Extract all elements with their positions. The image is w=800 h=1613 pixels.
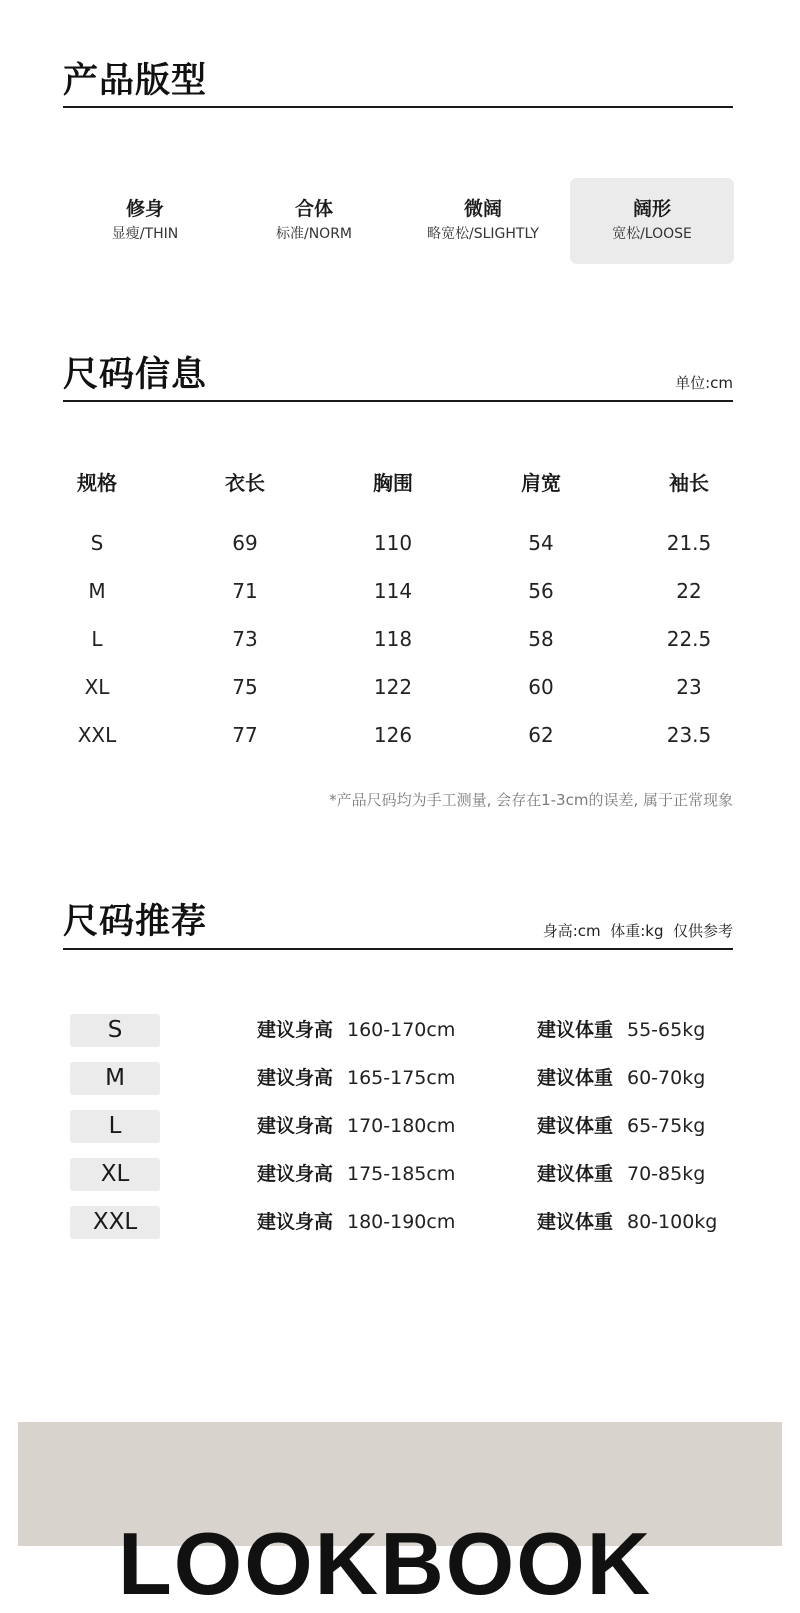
size-badge: XL <box>70 1158 160 1191</box>
table-row <box>63 526 733 574</box>
table-cell: 60 <box>528 675 554 699</box>
table-cell: 23.5 <box>666 723 712 747</box>
lookbook-banner <box>18 1422 782 1613</box>
weight-label: 建议体重 <box>537 1115 614 1137</box>
table-cell: 77 <box>232 723 258 747</box>
fit-option-norm[interactable] <box>232 178 396 264</box>
table-row <box>63 670 733 718</box>
table-cell: S <box>90 531 104 555</box>
fit-option-subtitle: 略宽松/SLIGHTLY <box>427 226 539 242</box>
table-cell: 54 <box>528 531 554 555</box>
table-cell: L <box>91 627 103 651</box>
size-info-unit: 单位:cm <box>675 374 733 392</box>
fit-selector <box>63 178 733 264</box>
weight-label: 建议体重 <box>537 1067 614 1089</box>
size-info-section-divider <box>63 400 733 402</box>
height-value: 180-190cm <box>347 1211 456 1233</box>
measurement-disclaimer: *产品尺码均为手工测量, 会存在1-3cm的误差, 属于正常现象 <box>329 791 733 809</box>
fit-option-name: 阔形 <box>632 198 671 220</box>
height-label: 建议身高 <box>257 1211 334 1233</box>
fit-option-subtitle: 宽松/LOOSE <box>612 226 692 242</box>
table-cell: 71 <box>232 579 258 603</box>
table-cell: 62 <box>528 723 554 747</box>
size-table-header <box>63 466 733 526</box>
table-row <box>63 574 733 622</box>
fit-option-slightly[interactable] <box>401 178 565 264</box>
height-value: 160-170cm <box>347 1019 456 1041</box>
table-cell: 21.5 <box>666 531 712 555</box>
fit-option-subtitle: 显瘦/THIN <box>111 226 179 242</box>
table-cell: M <box>88 579 106 603</box>
table-cell: 110 <box>373 531 413 555</box>
table-cell: 122 <box>373 675 413 699</box>
size-table <box>63 466 733 766</box>
weight-value: 65-75kg <box>627 1115 706 1137</box>
weight-label: 建议体重 <box>537 1163 614 1185</box>
lookbook-title: LOOKBOOK <box>118 1514 653 1613</box>
list-item <box>70 1110 733 1158</box>
recommend-note: 身高:cm 体重:kg 仅供参考 <box>542 922 733 940</box>
fit-section-divider <box>63 106 733 108</box>
size-info-section-title: 尺码信息 <box>63 355 208 395</box>
fit-option-subtitle: 标准/NORM <box>275 226 352 242</box>
table-row <box>63 622 733 670</box>
table-cell: 58 <box>528 627 554 651</box>
height-value: 170-180cm <box>347 1115 456 1137</box>
table-cell: XL <box>84 675 110 699</box>
recommend-section-title: 尺码推荐 <box>63 902 208 942</box>
header-cell: 肩宽 <box>521 471 561 495</box>
weight-value: 70-85kg <box>627 1163 706 1185</box>
list-item <box>70 1014 733 1062</box>
table-cell: 114 <box>373 579 413 603</box>
fit-section-title: 产品版型 <box>63 61 208 101</box>
weight-value: 60-70kg <box>627 1067 706 1089</box>
table-cell: 69 <box>232 531 258 555</box>
height-label: 建议身高 <box>257 1115 334 1137</box>
table-cell: 75 <box>232 675 258 699</box>
table-cell: XXL <box>77 723 117 747</box>
size-badge: L <box>70 1110 160 1143</box>
weight-label: 建议体重 <box>537 1019 614 1041</box>
size-badge: M <box>70 1062 160 1095</box>
height-label: 建议身高 <box>257 1067 334 1089</box>
header-cell: 胸围 <box>373 471 413 495</box>
weight-label: 建议体重 <box>537 1211 614 1233</box>
table-cell: 73 <box>232 627 258 651</box>
list-item <box>70 1158 733 1206</box>
header-cell: 衣长 <box>225 471 265 495</box>
weight-value: 55-65kg <box>627 1019 706 1041</box>
weight-value: 80-100kg <box>627 1211 718 1233</box>
table-cell: 23 <box>676 675 702 699</box>
size-badge: S <box>70 1014 160 1047</box>
header-cell: 袖长 <box>669 471 709 495</box>
table-row <box>63 718 733 766</box>
size-badge: XXL <box>70 1206 160 1239</box>
height-value: 165-175cm <box>347 1067 456 1089</box>
recommend-section-divider <box>63 948 733 950</box>
fit-option-name: 修身 <box>125 198 164 220</box>
header-cell: 规格 <box>77 471 117 495</box>
height-value: 175-185cm <box>347 1163 456 1185</box>
table-cell: 22.5 <box>666 627 712 651</box>
table-cell: 118 <box>373 627 413 651</box>
fit-option-name: 合体 <box>294 198 333 220</box>
fit-option-name: 微阔 <box>463 198 502 220</box>
fit-option-loose[interactable] <box>570 178 734 264</box>
list-item <box>70 1206 733 1254</box>
height-label: 建议身高 <box>257 1163 334 1185</box>
table-cell: 56 <box>528 579 554 603</box>
list-item <box>70 1062 733 1110</box>
table-cell: 126 <box>373 723 413 747</box>
table-cell: 22 <box>676 579 702 603</box>
fit-option-thin[interactable] <box>63 178 227 264</box>
height-label: 建议身高 <box>257 1019 334 1041</box>
recommend-list <box>70 1014 733 1254</box>
